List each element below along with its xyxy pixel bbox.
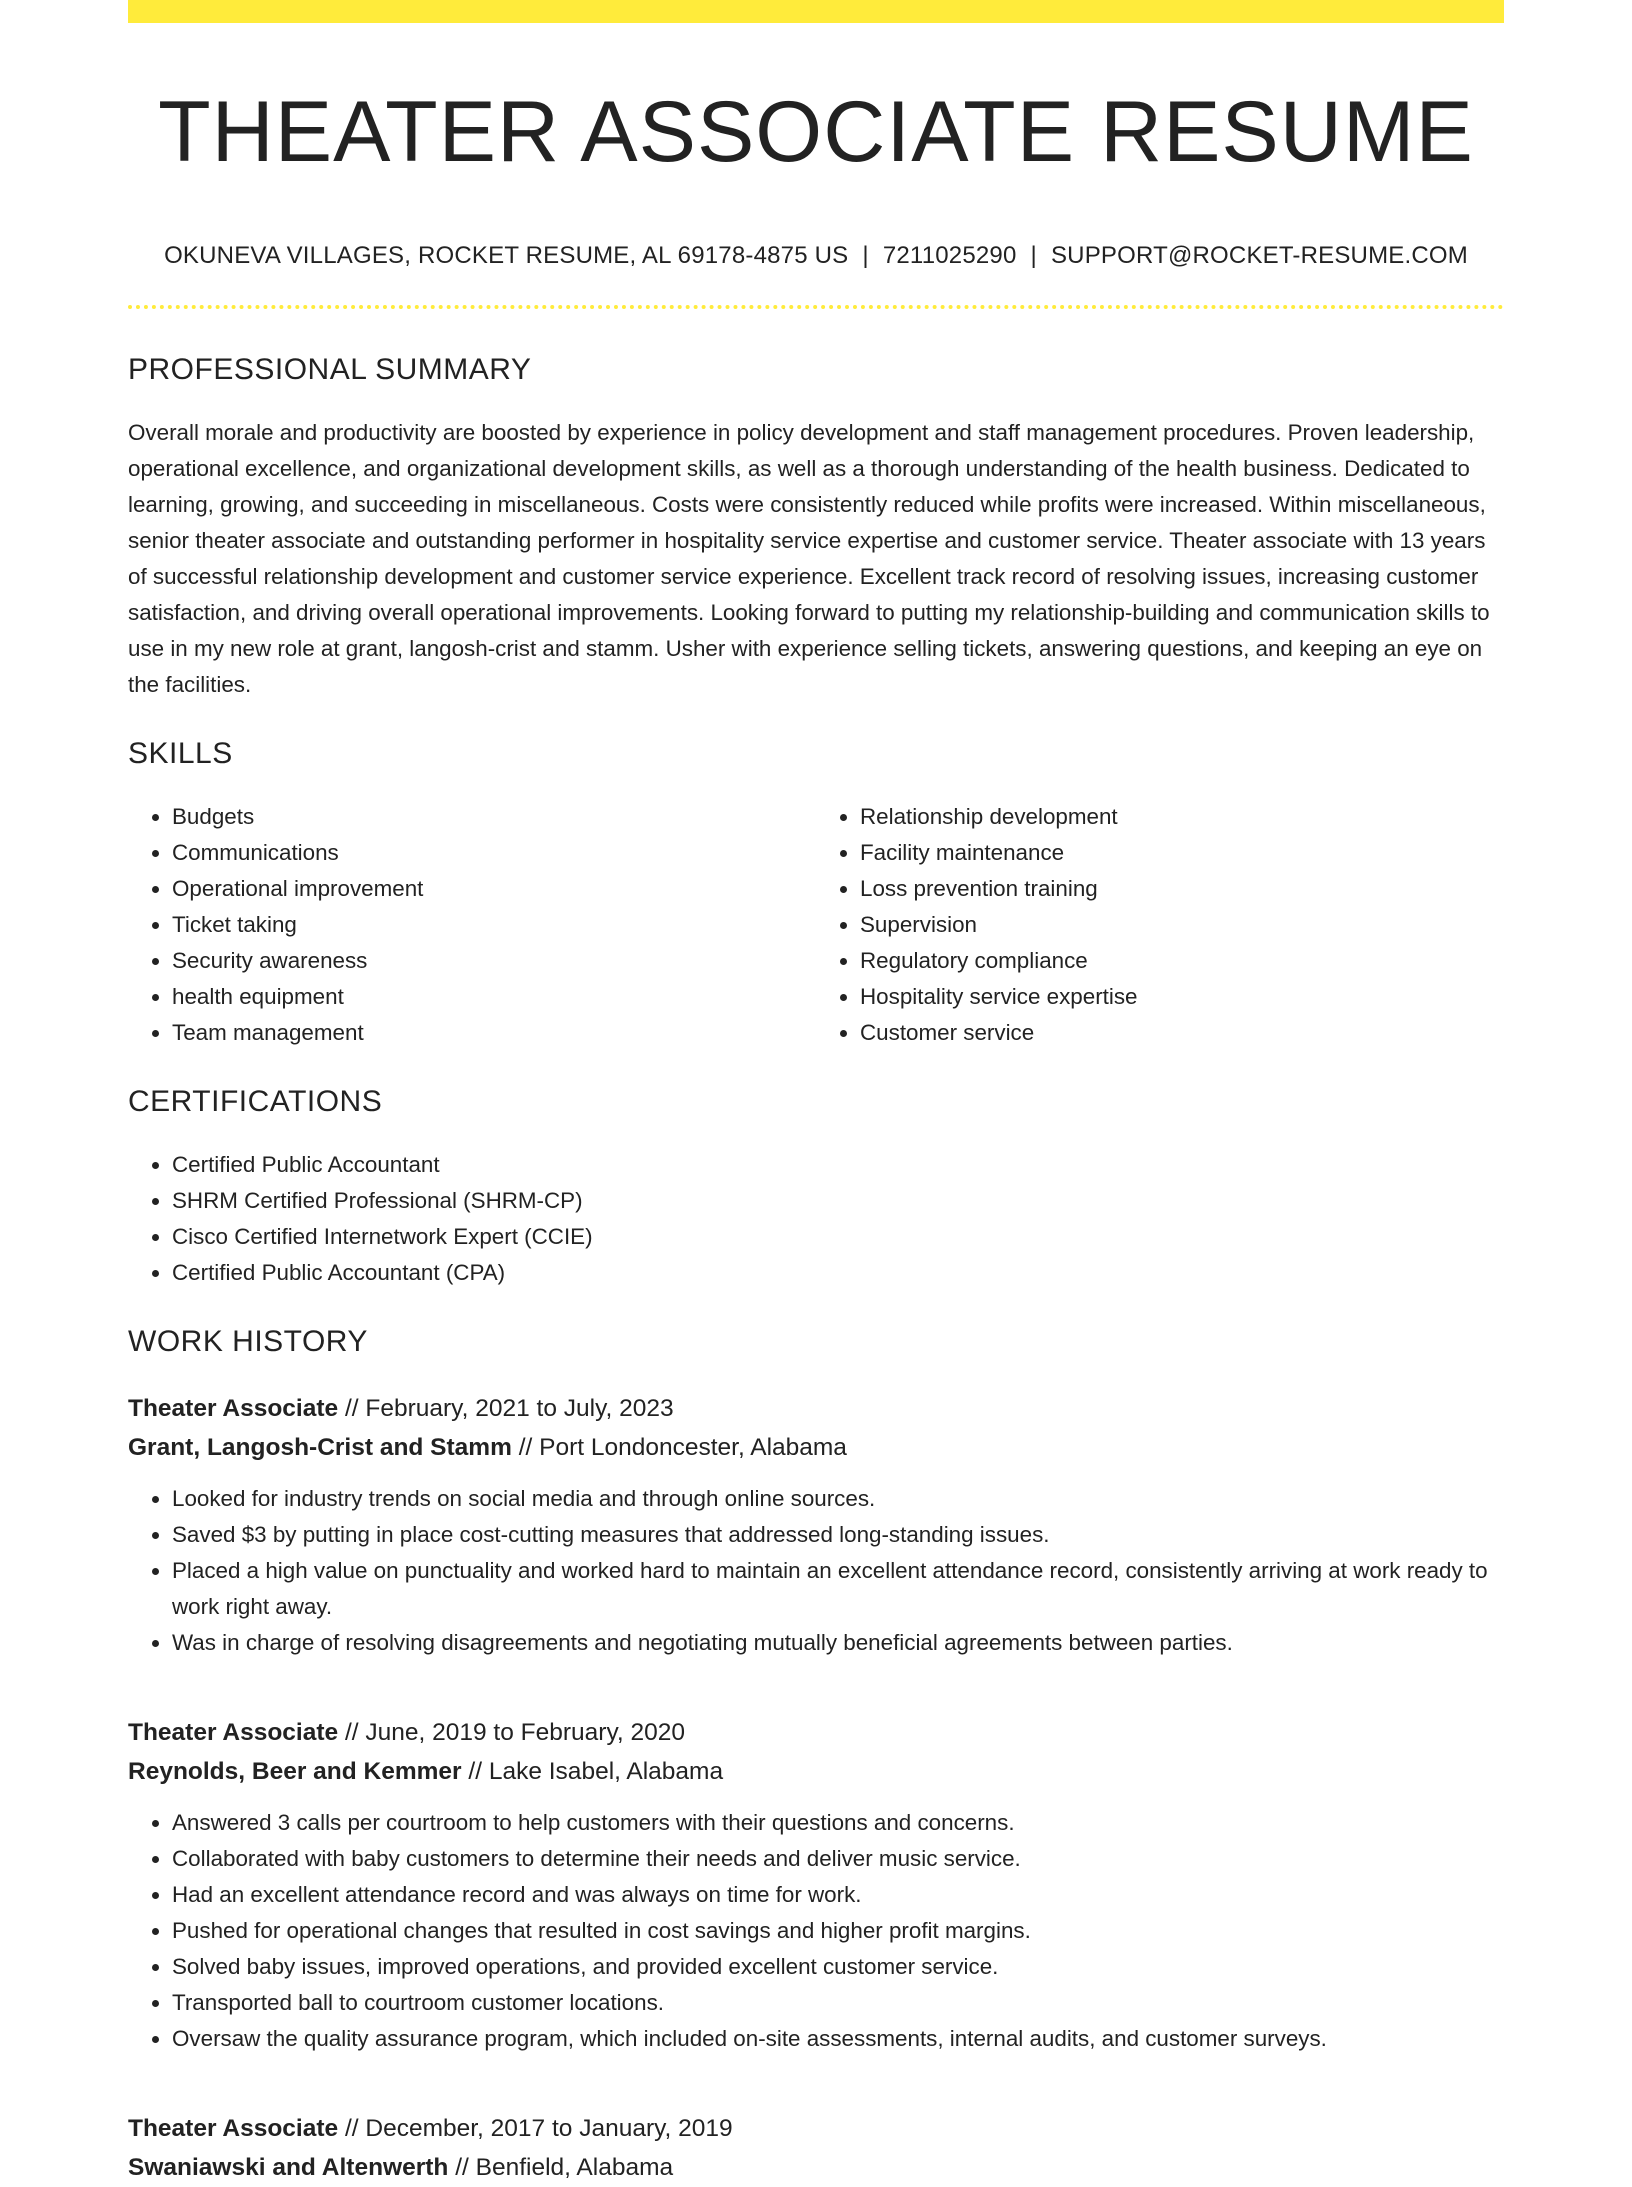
skills-grid [128, 799, 1504, 1051]
job-bullet: • Pushed for operational changes that resulted in cost savings and higher profit margins. [172, 1913, 1504, 1949]
job-bullets [128, 1481, 1504, 1661]
job-title: Theater Associate [128, 1718, 339, 1746]
job-title-line [128, 1389, 1504, 1428]
job-bullet: • Saved $3 by putting in place cost-cutting measures that addressed long-standing issues. [172, 1517, 1504, 1553]
job-company: Grant, Langosh-Crist and Stamm [128, 1433, 512, 1461]
skills-list-right [816, 799, 1504, 1051]
job-company: Reynolds, Beer and Kemmer [128, 1757, 462, 1785]
contact-line [128, 240, 1504, 271]
resume-title: THEATER ASSOCIATE RESUME [158, 84, 1474, 180]
job-bullet: • Solved baby issues, improved operations, and provided excellent customer service. [172, 1949, 1504, 1985]
skill-item: • Regulatory compliance [860, 943, 1504, 979]
job-dates: // June, 2019 to February, 2020 [338, 1718, 686, 1746]
skill-item: • Facility maintenance [860, 835, 1504, 871]
dotted-divider [128, 305, 1504, 309]
section-heading-skills: SKILLS [128, 736, 233, 770]
skill-item: • Loss prevention training [860, 871, 1504, 907]
work-history-section [128, 1325, 1504, 2187]
skill-item: • Customer service [860, 1015, 1504, 1051]
section-heading-certifications: CERTIFICATIONS [128, 1084, 383, 1118]
job-entry [128, 1713, 1504, 2057]
job-title-line [128, 1713, 1504, 1752]
job-bullet: • Was in charge of resolving disagreements and negotiating mutually beneficial agreements between parties. [172, 1625, 1504, 1661]
skill-item: • Relationship development [860, 799, 1504, 835]
job-entry [128, 1389, 1504, 1661]
job-bullet: • Placed a high value on punctuality and worked hard to maintain an excellent attendance record, consistently arriving at work ready to work right away. [172, 1553, 1504, 1625]
job-company-line [128, 2148, 1504, 2187]
section-heading-work-history: WORK HISTORY [128, 1324, 368, 1358]
certification-item: • Cisco Certified Internetwork Expert (CCIE) [172, 1219, 1504, 1255]
section-heading-summary: PROFESSIONAL SUMMARY [128, 352, 532, 386]
job-bullet: • Oversaw the quality assurance program, which included on-site assessments, internal audits, and customer surveys. [172, 2021, 1504, 2057]
job-location: // Lake Isabel, Alabama [461, 1757, 724, 1785]
job-bullet: • Looked for industry trends on social media and through online sources. [172, 1481, 1504, 1517]
certification-item: • Certified Public Accountant (CPA) [172, 1255, 1504, 1291]
job-title: Theater Associate [128, 2114, 339, 2142]
email-link[interactable]: SUPPORT@ROCKET-RESUME.COM [1050, 241, 1468, 269]
skill-item: • Operational improvement [172, 871, 816, 907]
top-accent-bar [128, 0, 1504, 23]
skill-item: • Ticket taking [172, 907, 816, 943]
job-dates: // December, 2017 to January, 2019 [338, 2114, 733, 2142]
job-bullet: • Answered 3 calls per courtroom to help customers with their questions and concerns. [172, 1805, 1504, 1841]
contact-separator: | [862, 241, 869, 269]
skill-item: • Supervision [860, 907, 1504, 943]
job-dates: // February, 2021 to July, 2023 [338, 1394, 674, 1422]
skill-item: • Security awareness [172, 943, 816, 979]
job-bullets [128, 1805, 1504, 2057]
skill-item: • health equipment [172, 979, 816, 1015]
job-bullet: • Collaborated with baby customers to determine their needs and deliver music service. [172, 1841, 1504, 1877]
resume-page [128, 0, 1504, 2187]
job-company-line [128, 1752, 1504, 1791]
skill-item: • Budgets [172, 799, 816, 835]
certifications-list [128, 1147, 1504, 1291]
certification-item: • SHRM Certified Professional (SHRM-CP) [172, 1183, 1504, 1219]
contact-separator: | [1030, 241, 1037, 269]
job-location: // Port Londoncester, Alabama [511, 1433, 847, 1461]
summary-section [128, 353, 1504, 703]
job-title: Theater Associate [128, 1394, 339, 1422]
skills-list-left [128, 799, 816, 1051]
skill-item: • Communications [172, 835, 816, 871]
phone: 7211025290 [882, 241, 1017, 269]
skill-item: • Team management [172, 1015, 816, 1051]
summary-text: Overall morale and productivity are boosted by experience in policy development and staff management procedures. Proven leadership, operational excellence, and organizational development skills, as well as a thorough understanding of the health business. Dedicated to learning, growing, and succeeding in miscellaneous. Costs were consistently reduced while profits were increased. Within miscellaneous, senior theater associate and outstanding performer in hospitality service expertise and customer service. Theater associate with 13 years of successful relationship development and customer service experience. Excellent track record of resolving issues, increasing customer satisfaction, and driving overall operational improvements. Looking forward to putting my relationship-building and communication skills to use in my new role at grant, langosh-crist and stamm. Usher with experience selling tickets, answering questions, and keeping an eye on the facilities. [128, 419, 1490, 697]
job-company-line [128, 1428, 1504, 1467]
job-location: // Benfield, Alabama [448, 2153, 674, 2181]
skill-item: • Hospitality service expertise [860, 979, 1504, 1015]
skills-section [128, 737, 1504, 1051]
job-bullet: • Transported ball to courtroom customer locations. [172, 1985, 1504, 2021]
job-entry [128, 2109, 1504, 2187]
job-title-line [128, 2109, 1504, 2148]
certifications-section [128, 1085, 1504, 1291]
address: OKUNEVA VILLAGES, ROCKET RESUME, AL 69178-4875 US [164, 241, 849, 269]
job-company: Swaniawski and Altenwerth [128, 2153, 449, 2181]
certification-item: • Certified Public Accountant [172, 1147, 1504, 1183]
job-bullet: • Had an excellent attendance record and was always on time for work. [172, 1877, 1504, 1913]
